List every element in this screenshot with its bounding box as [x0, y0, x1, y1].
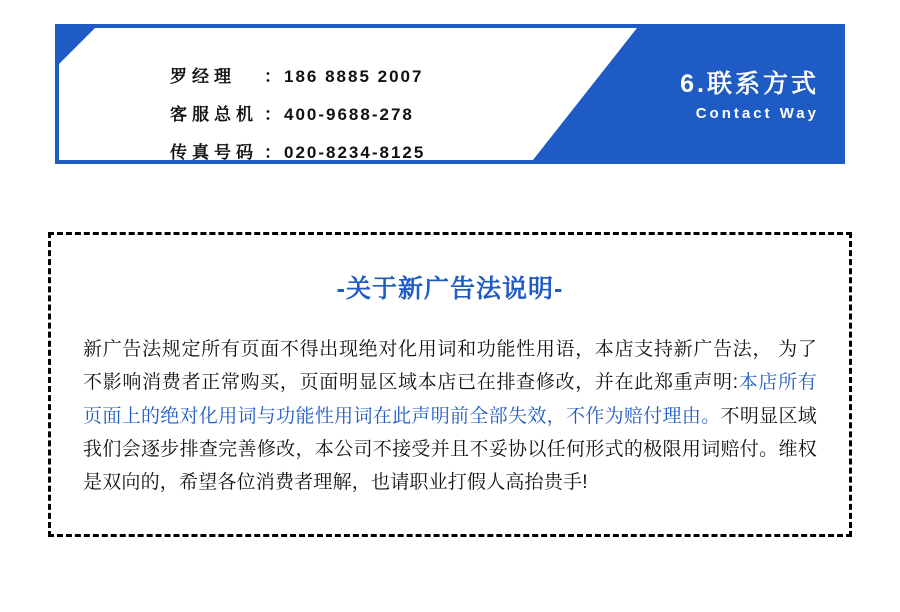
notice-text-highlight: 本店所有页面上的绝对化用词与功能性用词在此声明前全部失效，不作为赔付理由。 — [83, 372, 817, 427]
contact-label: 传真号码 — [170, 143, 258, 162]
contact-value-fax: 020-8234-8125 — [284, 143, 426, 162]
notice-text-part2: 不明显区域我们会逐步排查完善修改，本公司不接受并且不妥协以任何形式的极限用词赔付。维权是双向的，希望各位消费者理解，也请职业打假人高抬贵手! — [83, 405, 817, 493]
notice-body — [83, 333, 817, 499]
contact-label: 罗经理 — [170, 67, 236, 86]
contact-colon: ： — [264, 143, 282, 162]
banner-heading-en: Contact Way — [695, 104, 819, 122]
contact-row — [170, 100, 425, 125]
contact-colon: ： — [264, 67, 282, 86]
notice-title: -关于新广告法说明- — [336, 275, 564, 303]
contact-value-phone: 186 8885 2007 — [284, 67, 424, 86]
contact-row — [170, 62, 425, 87]
contact-label: 客服总机 — [170, 105, 258, 124]
contact-value-hotline: 400-9688-278 — [284, 105, 414, 124]
contact-banner — [55, 24, 845, 164]
advertising-law-notice — [48, 232, 852, 537]
banner-heading-zh: 6.联系方式 — [680, 70, 819, 98]
contact-list — [170, 62, 425, 176]
contact-row — [170, 138, 425, 163]
banner-heading — [680, 70, 819, 122]
notice-text-part1: 新广告法规定所有页面不得出现绝对化用词和功能性用语，本店支持新广告法， 为了不影响消费者正常购买，页面明显区域本店已在排查修改，并在此郑重声明: — [83, 339, 817, 394]
contact-colon: ： — [264, 105, 282, 124]
